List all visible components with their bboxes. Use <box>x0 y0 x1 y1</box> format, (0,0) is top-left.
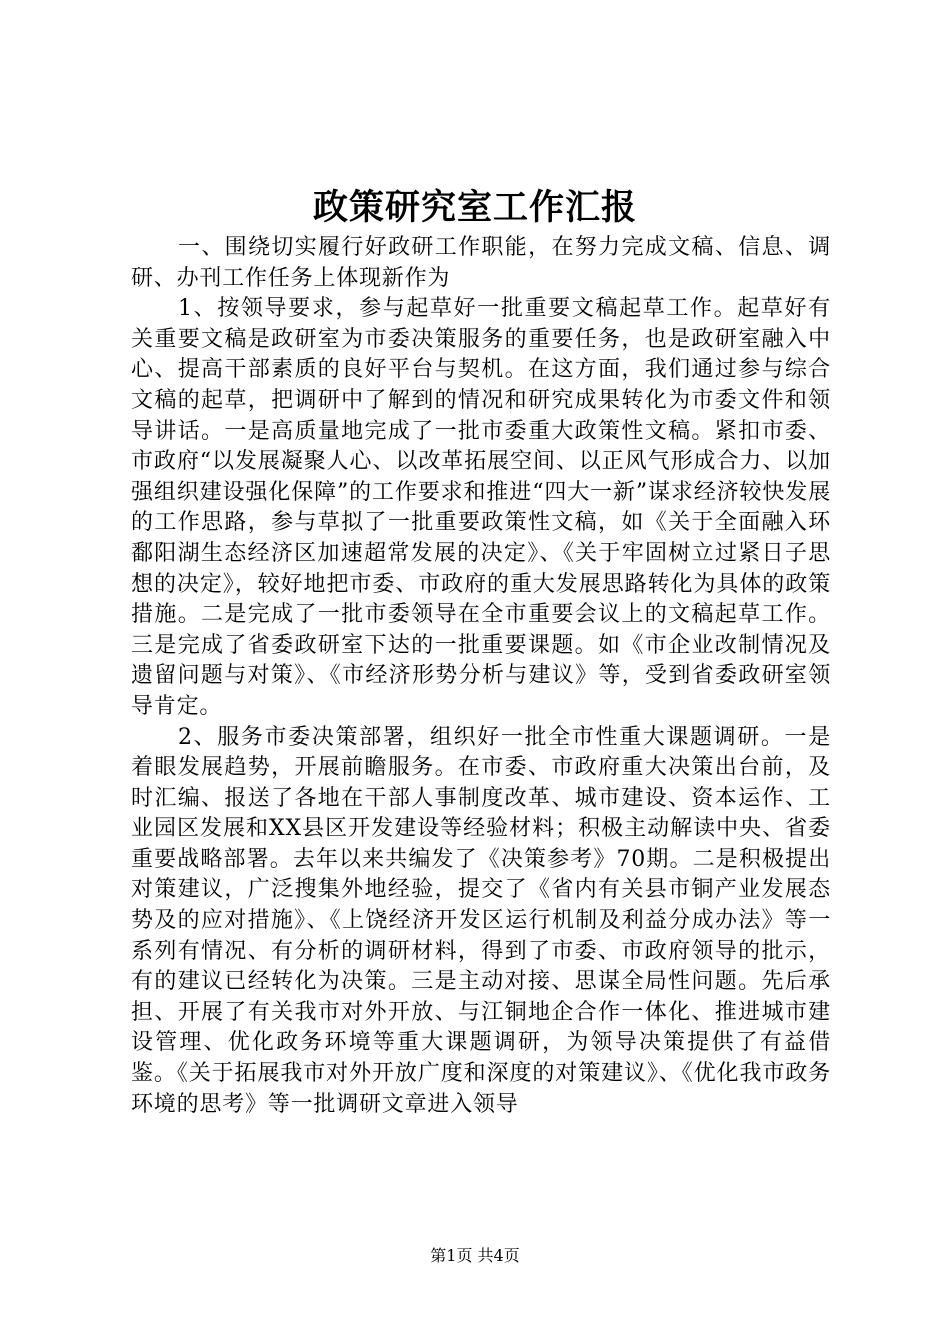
paragraph-item-1: 1、按领导要求，参与起草好一批重要文稿起草工作。起草好有关重要文稿是政研室为市委决策服务的重要任务，也是政研室融入中心、提高干部素质的良好平台与契机。在这方面，我们通过参与综合文稿的起草，把调研中了解到的情况和研究成果转化为市委文件和领导讲话。一是高质量地完成了一批市委重大政策性文稿。紧扣市委、市政府“以发展凝聚人心、以改革拓展空间、以正风气形成合力、以加强组织建设强化保障”的工作要求和推进“四大一新”谋求经济较快发展的工作思路，参与草拟了一批重要政策性文稿，如《关于全面融入环鄱阳湖生态经济区加速超常发展的决定》、《关于牢固树立过紧日子思想的决定》，较好地把市委、市政府的重大发展思路转化为具体的政策措施。二是完成了一批市委领导在全市重要会议上的文稿起草工作。三是完成了省委政研室下达的一批重要课题。如《市企业改制情况及遗留问题与对策》、《市经济形势分析与建议》等，受到省委政研室领导肯定。 <box>131 296 831 719</box>
document-title: 政策研究室工作汇报 <box>312 187 637 228</box>
paragraph-item-2: 2、服务市委决策部署，组织好一批全市性重大课题调研。一是着眼发展趋势，开展前瞻服务。在市委、市政府重大决策出台前，及时汇编、报送了各地在干部人事制度改革、城市建设、资本运作、工业园区发展和XX县区开发建设等经验材料；积极主动解读中央、省委重要战略部署。去年以来共编发了《决策参考》70期。二是积极提出对策建议，广泛搜集外地经验，提交了《省内有关县市铜产业发展态势及的应对措施》、《上饶经济开发区运行机制及利益分成办法》等一系列有情况、有分析的调研材料，得到了市委、市政府领导的批示，有的建议已经转化为决策。三是主动对接、思谋全局性问题。先后承担、开展了有关我市对外开放、与江铜地企合作一体化、推进城市建设管理、优化政务环境等重大课题调研，为领导决策提供了有益借鉴。《关于拓展我市对外开放广度和深度的对策建议》、《优化我市政务环境的思考》等一批调研文章进入领导 <box>131 724 831 1117</box>
page-footer: 第1页 共4页 <box>430 1246 520 1265</box>
document-body <box>131 233 831 1120</box>
paragraph-section-heading: 一、围绕切实履行好政研工作职能，在努力完成文稿、信息、调研、办刊工作任务上体现新作为 <box>131 235 831 291</box>
